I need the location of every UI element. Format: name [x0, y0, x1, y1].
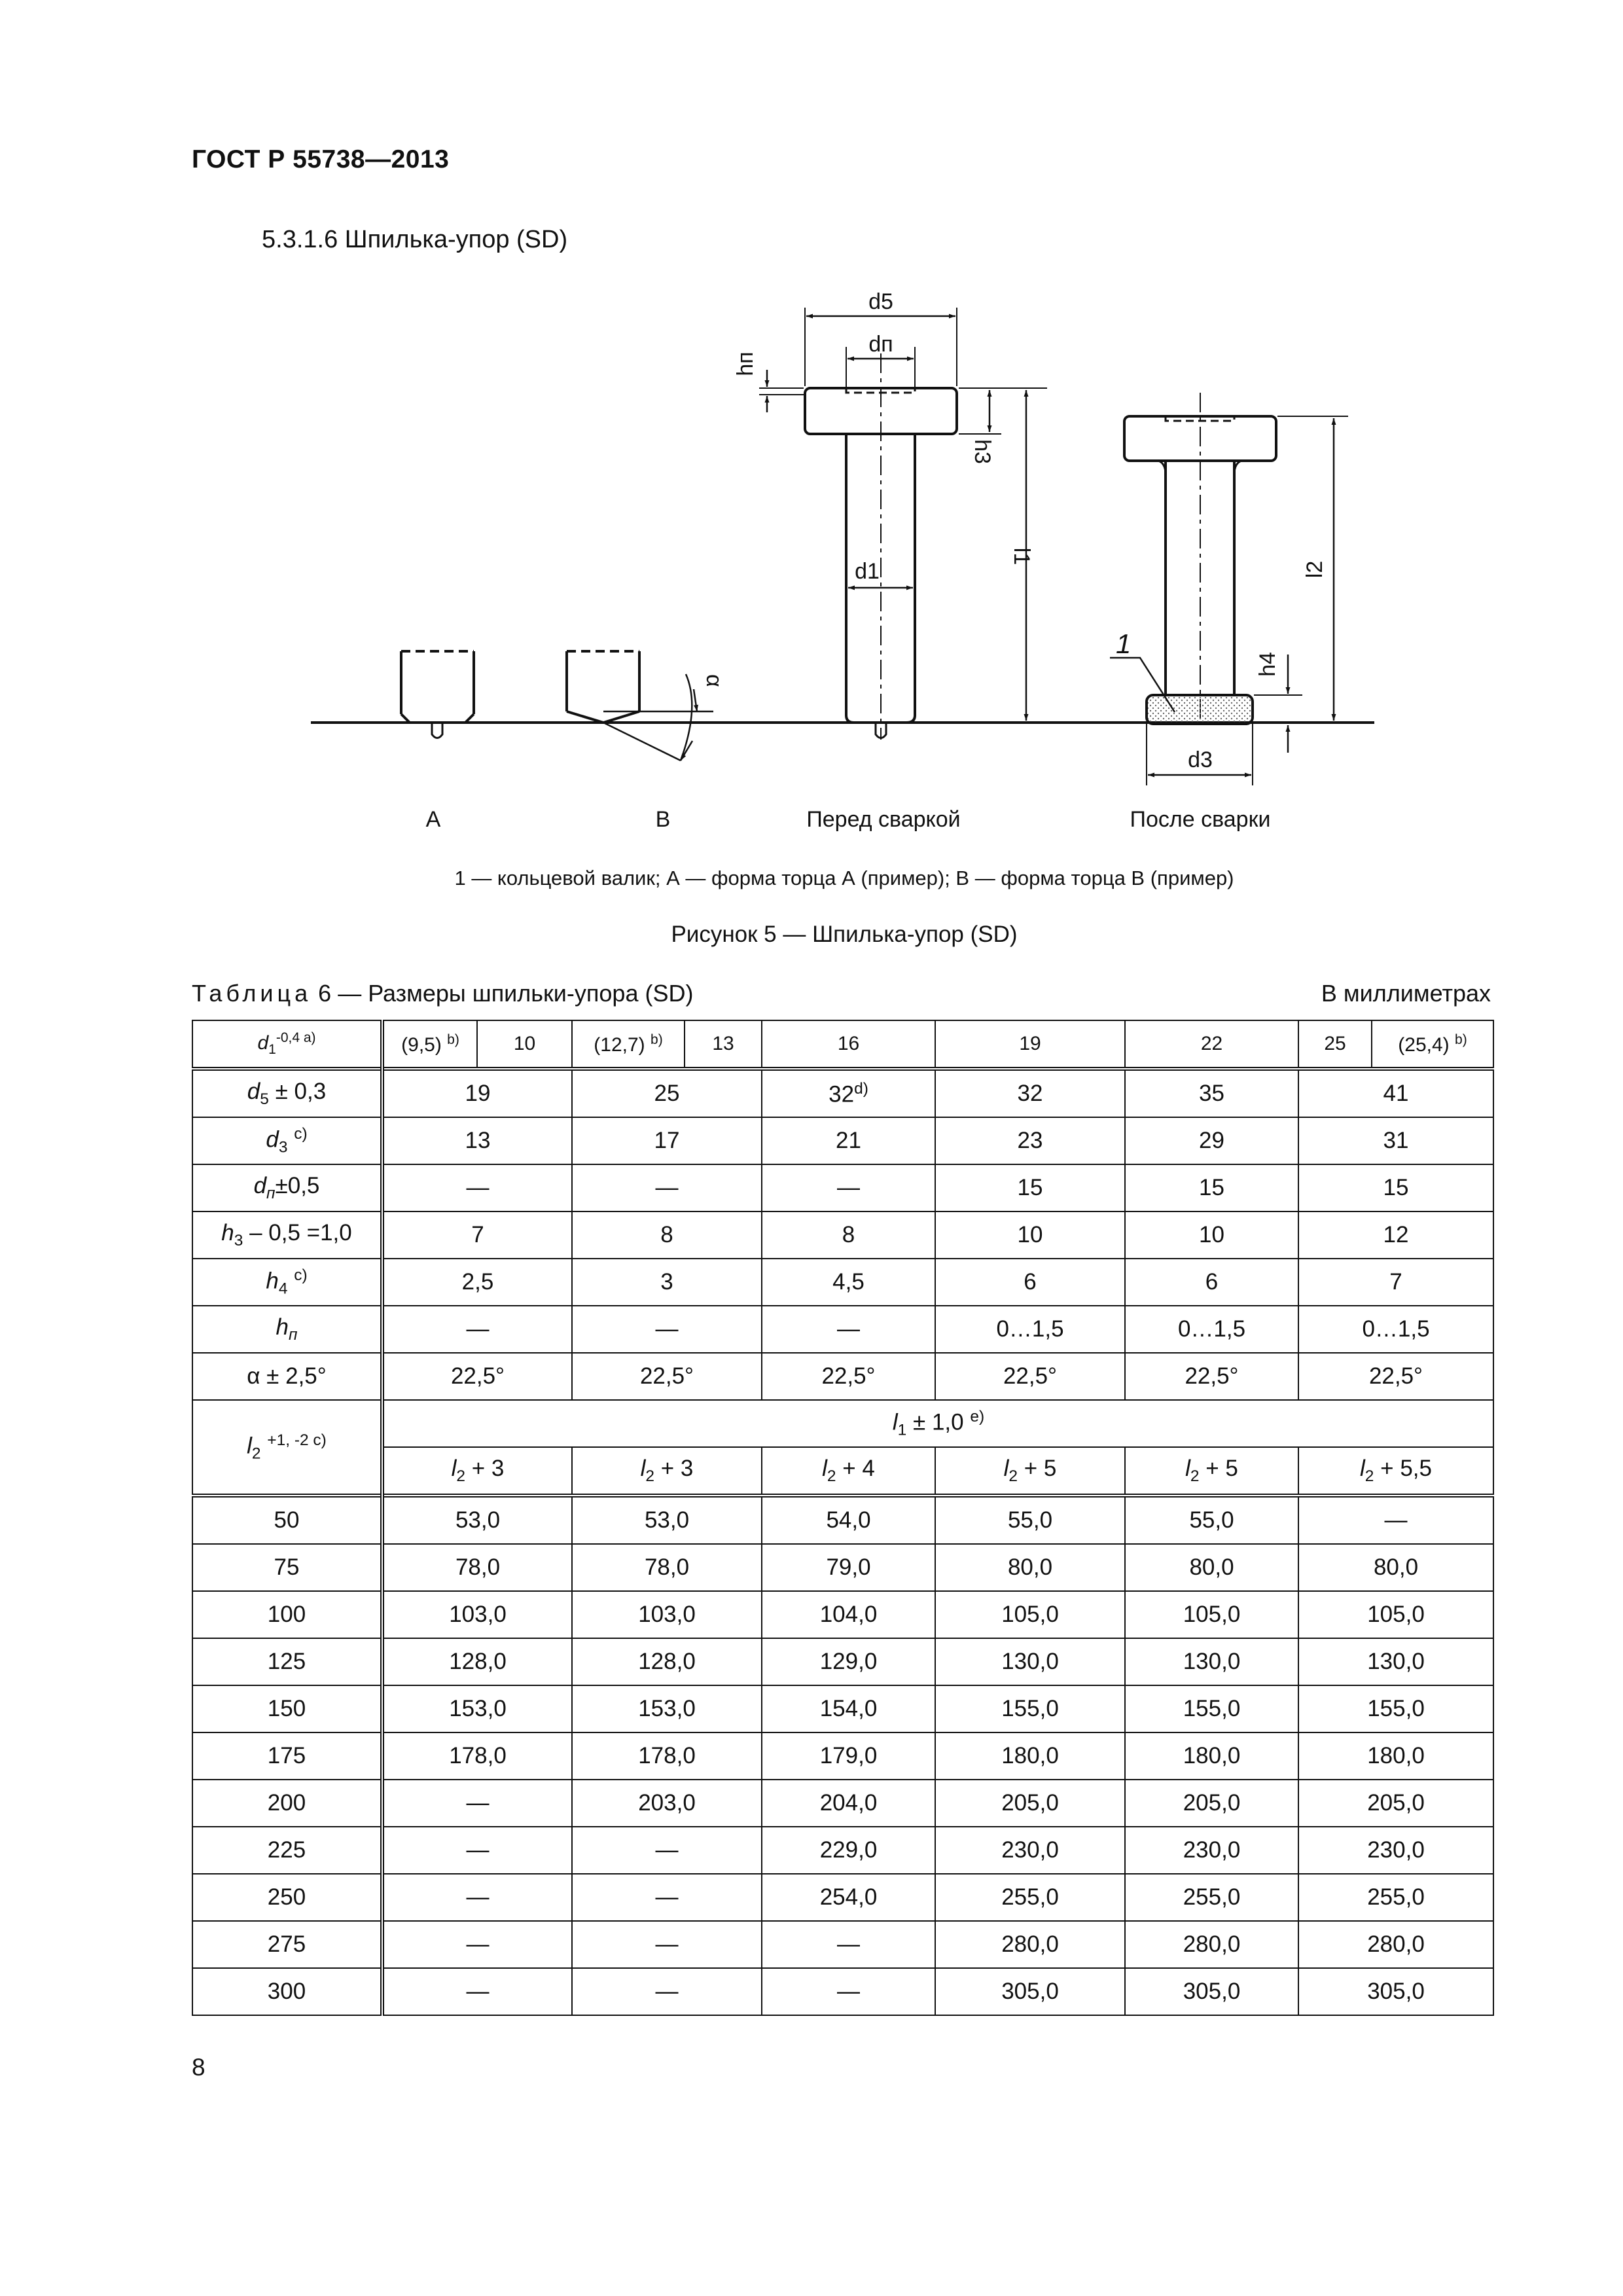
table-cell: —: [1298, 1496, 1493, 1544]
table-cell: —: [382, 1780, 572, 1827]
table-cell: 130,0: [935, 1638, 1125, 1685]
table-cell: 155,0: [1125, 1685, 1298, 1732]
table-cell: 3: [572, 1259, 762, 1306]
table-row: [192, 1638, 1493, 1685]
section-title: 5.3.1.6 Шпилька-упор (SD): [262, 226, 568, 253]
stud-drawing: [0, 275, 1623, 851]
marker-1: 1: [1116, 628, 1132, 659]
table-cell: 8: [762, 1211, 935, 1259]
view-label-b: В: [655, 807, 671, 832]
dim-d5: d5: [868, 289, 893, 314]
table-row: [192, 1780, 1493, 1827]
table-cell: 180,0: [935, 1732, 1125, 1780]
dim-l2: l2: [1302, 560, 1327, 579]
table-cell: 230,0: [1298, 1827, 1493, 1874]
d1-value: 10: [477, 1020, 572, 1069]
l2-value: 300: [192, 1968, 382, 2015]
d1-value: 16: [762, 1020, 935, 1069]
table-cell: 130,0: [1298, 1638, 1493, 1685]
table-row: [192, 1306, 1493, 1353]
table-row: [192, 1827, 1493, 1874]
table-cell: 254,0: [762, 1874, 935, 1921]
table-row: [192, 1685, 1493, 1732]
table-cell: 205,0: [1298, 1780, 1493, 1827]
table-cell: 10: [935, 1211, 1125, 1259]
table-cell: 32$^{d)}$: [762, 1069, 935, 1117]
table-units: В миллиметрах: [1321, 980, 1491, 1007]
table-cell: 305,0: [1125, 1968, 1298, 2015]
table-cell: 15: [935, 1164, 1125, 1211]
table-cell: 255,0: [1125, 1874, 1298, 1921]
dim-h3: h3: [970, 439, 995, 464]
table-cell: 103,0: [572, 1591, 762, 1638]
table-cell: 54,0: [762, 1496, 935, 1544]
dimensions-table: [192, 1020, 1494, 2016]
table-cell: 154,0: [762, 1685, 935, 1732]
table-cell: —: [382, 1164, 572, 1211]
l2-value: 225: [192, 1827, 382, 1874]
table-cell: 80,0: [1298, 1544, 1493, 1591]
table-cell: 178,0: [572, 1732, 762, 1780]
l1-formula: $l_2 + 4$: [762, 1447, 935, 1496]
table-cell: 22,5°: [1125, 1353, 1298, 1400]
table-cell: 153,0: [382, 1685, 572, 1732]
table-cell: 32: [935, 1069, 1125, 1117]
table-cell: 130,0: [1125, 1638, 1298, 1685]
view-label-after: После сварки: [1130, 807, 1271, 832]
l2-value: 275: [192, 1921, 382, 1968]
table-cell: 80,0: [935, 1544, 1125, 1591]
table-row: [192, 1968, 1493, 2015]
end-form-b: [567, 651, 713, 761]
end-form-a: [401, 651, 474, 738]
table-cell: 53,0: [382, 1496, 572, 1544]
table-cell: 31: [1298, 1117, 1493, 1164]
row-label: α ± 2,5°: [192, 1353, 382, 1400]
table-row: [192, 1259, 1493, 1306]
row-label: $d_3$ $^{c)}$: [192, 1117, 382, 1164]
dim-h4: h4: [1255, 652, 1280, 677]
stud-before-welding: [759, 308, 1047, 740]
table-cell: —: [572, 1968, 762, 2015]
d1-value: (25,4) $^{b)}$: [1372, 1020, 1493, 1069]
table-cell: 17: [572, 1117, 762, 1164]
table-cell: 2,5: [382, 1259, 572, 1306]
table-cell: 305,0: [1298, 1968, 1493, 2015]
table-cell: —: [572, 1874, 762, 1921]
table-cell: 255,0: [935, 1874, 1125, 1921]
table-cell: 153,0: [572, 1685, 762, 1732]
row-label: $h_3 - 0,5 =1,0$: [192, 1211, 382, 1259]
table-cell: 21: [762, 1117, 935, 1164]
table-cell: —: [762, 1306, 935, 1353]
dim-d1: d1: [855, 559, 880, 584]
table-cell: 104,0: [762, 1591, 935, 1638]
table-cell: 4,5: [762, 1259, 935, 1306]
table-cell: 13: [382, 1117, 572, 1164]
table-cell: 19: [382, 1069, 572, 1117]
table-cell: 204,0: [762, 1780, 935, 1827]
table-cell: 128,0: [572, 1638, 762, 1685]
l2-header: $l_2$ $^{+1, -2 c)}$: [192, 1400, 382, 1496]
dim-d3: d3: [1188, 747, 1213, 772]
table-cell: 0…1,5: [1298, 1306, 1493, 1353]
table-cell: 128,0: [382, 1638, 572, 1685]
table-cell: 23: [935, 1117, 1125, 1164]
row-label: $h_4$ $^{c)}$: [192, 1259, 382, 1306]
l1-formula: $l_2 + 5$: [935, 1447, 1125, 1496]
table-cell: 280,0: [1125, 1921, 1298, 1968]
table-cell: 0…1,5: [935, 1306, 1125, 1353]
table-cell: 280,0: [935, 1921, 1125, 1968]
table-cell: 155,0: [935, 1685, 1125, 1732]
d1-value: 19: [935, 1020, 1125, 1069]
table-cell: 105,0: [1125, 1591, 1298, 1638]
table-cell: 205,0: [935, 1780, 1125, 1827]
table-cell: 15: [1298, 1164, 1493, 1211]
dim-l1: l1: [1009, 547, 1034, 565]
table-cell: —: [382, 1921, 572, 1968]
l1-formula: $l_2 + 5$: [1125, 1447, 1298, 1496]
table-cell: 155,0: [1298, 1685, 1493, 1732]
dim-alpha: α: [702, 674, 726, 687]
table-cell: 230,0: [1125, 1827, 1298, 1874]
d1-value: (12,7) $^{b)}$: [572, 1020, 685, 1069]
table-cell: 53,0: [572, 1496, 762, 1544]
l2-value: 175: [192, 1732, 382, 1780]
table-cell: 8: [572, 1211, 762, 1259]
table-cell: 230,0: [935, 1827, 1125, 1874]
table-cell: 25: [572, 1069, 762, 1117]
table-cell: 105,0: [935, 1591, 1125, 1638]
d1-header: $d_1^{-0,4 a)}$: [192, 1020, 382, 1069]
table-row: [192, 1353, 1493, 1400]
table-row: [192, 1921, 1493, 1968]
table-row: [192, 1211, 1493, 1259]
table-cell: 15: [1125, 1164, 1298, 1211]
l1-formula: $l_2 + 3$: [382, 1447, 572, 1496]
d1-value: 13: [685, 1020, 762, 1069]
table-row: [192, 1544, 1493, 1591]
table-cell: —: [762, 1921, 935, 1968]
table-cell: —: [762, 1968, 935, 2015]
table-cell: —: [762, 1164, 935, 1211]
view-label-a: А: [425, 807, 441, 832]
l2-value: 200: [192, 1780, 382, 1827]
table-row: [192, 1496, 1493, 1544]
table-cell: —: [572, 1306, 762, 1353]
table-cell: 229,0: [762, 1827, 935, 1874]
table-cell: 205,0: [1125, 1780, 1298, 1827]
table-cell: 12: [1298, 1211, 1493, 1259]
l1-formula: $l_2 + 3$: [572, 1447, 762, 1496]
table-row: [192, 1020, 1493, 1069]
table-cell: 22,5°: [1298, 1353, 1493, 1400]
table-row: [192, 1447, 1493, 1496]
l1-formula: $l_2 + 5,5$: [1298, 1447, 1493, 1496]
l2-value: 75: [192, 1544, 382, 1591]
table-cell: 129,0: [762, 1638, 935, 1685]
table-cell: 35: [1125, 1069, 1298, 1117]
row-label: $d_5 \pm 0,3$: [192, 1069, 382, 1117]
table-row: [192, 1591, 1493, 1638]
l2-value: 125: [192, 1638, 382, 1685]
page-number: 8: [192, 2054, 205, 2081]
table-cell: 180,0: [1125, 1732, 1298, 1780]
row-label: $d_п\pm 0,5$: [192, 1164, 382, 1211]
table-cell: 10: [1125, 1211, 1298, 1259]
table-cell: 6: [935, 1259, 1125, 1306]
table-cell: 29: [1125, 1117, 1298, 1164]
table-cell: 41: [1298, 1069, 1493, 1117]
table-cell: 22,5°: [762, 1353, 935, 1400]
table-cell: 280,0: [1298, 1921, 1493, 1968]
table-cell: 22,5°: [382, 1353, 572, 1400]
table-cell: 203,0: [572, 1780, 762, 1827]
table-cell: 22,5°: [572, 1353, 762, 1400]
l2-value: 250: [192, 1874, 382, 1921]
table-cell: 179,0: [762, 1732, 935, 1780]
table-cell: 78,0: [572, 1544, 762, 1591]
table-cell: —: [382, 1968, 572, 2015]
weld-collar: [1147, 695, 1253, 724]
table-row: [192, 1732, 1493, 1780]
table-row: [192, 1117, 1493, 1164]
table-row: [192, 1164, 1493, 1211]
table-cell: 103,0: [382, 1591, 572, 1638]
dim-dn: dп: [868, 332, 893, 357]
table-cell: 80,0: [1125, 1544, 1298, 1591]
table-cell: 7: [382, 1211, 572, 1259]
table-cell: 180,0: [1298, 1732, 1493, 1780]
table-row: [192, 1874, 1493, 1921]
l2-value: 100: [192, 1591, 382, 1638]
table-cell: 0…1,5: [1125, 1306, 1298, 1353]
d1-value: 22: [1125, 1020, 1298, 1069]
table-caption: Таблица 6 — Размеры шпильки-упора (SD): [192, 980, 694, 1007]
table-cell: —: [572, 1921, 762, 1968]
figure-caption: Рисунок 5 — Шпилька-упор (SD): [671, 922, 1018, 947]
table-cell: 255,0: [1298, 1874, 1493, 1921]
view-label-before: Перед сваркой: [806, 807, 961, 832]
table-cell: —: [382, 1874, 572, 1921]
document-header: ГОСТ Р 55738—2013: [192, 145, 450, 173]
table-cell: 105,0: [1298, 1591, 1493, 1638]
stud-after-welding: [1110, 393, 1348, 785]
l1-header: $l_1 \pm 1,0$ $^{e)}$: [382, 1400, 1493, 1447]
table-cell: 22,5°: [935, 1353, 1125, 1400]
table-cell: 55,0: [1125, 1496, 1298, 1544]
table-cell: 305,0: [935, 1968, 1125, 2015]
d1-value: (9,5) $^{b)}$: [382, 1020, 477, 1069]
table-row: [192, 1400, 1493, 1447]
d1-value: 25: [1298, 1020, 1372, 1069]
l2-value: 150: [192, 1685, 382, 1732]
table-cell: 7: [1298, 1259, 1493, 1306]
figure-legend: 1 — кольцевой валик; А — форма торца А (пример); В — форма торца В (пример): [454, 867, 1234, 889]
table-cell: —: [382, 1306, 572, 1353]
table-cell: —: [572, 1827, 762, 1874]
l2-value: 50: [192, 1496, 382, 1544]
dim-hn: hп: [733, 351, 758, 376]
table-cell: 178,0: [382, 1732, 572, 1780]
table-cell: 79,0: [762, 1544, 935, 1591]
table-cell: 55,0: [935, 1496, 1125, 1544]
table-cell: —: [572, 1164, 762, 1211]
table-row: [192, 1069, 1493, 1117]
table-cell: —: [382, 1827, 572, 1874]
row-label: $h_п$: [192, 1306, 382, 1353]
table-cell: 78,0: [382, 1544, 572, 1591]
table-cell: 6: [1125, 1259, 1298, 1306]
